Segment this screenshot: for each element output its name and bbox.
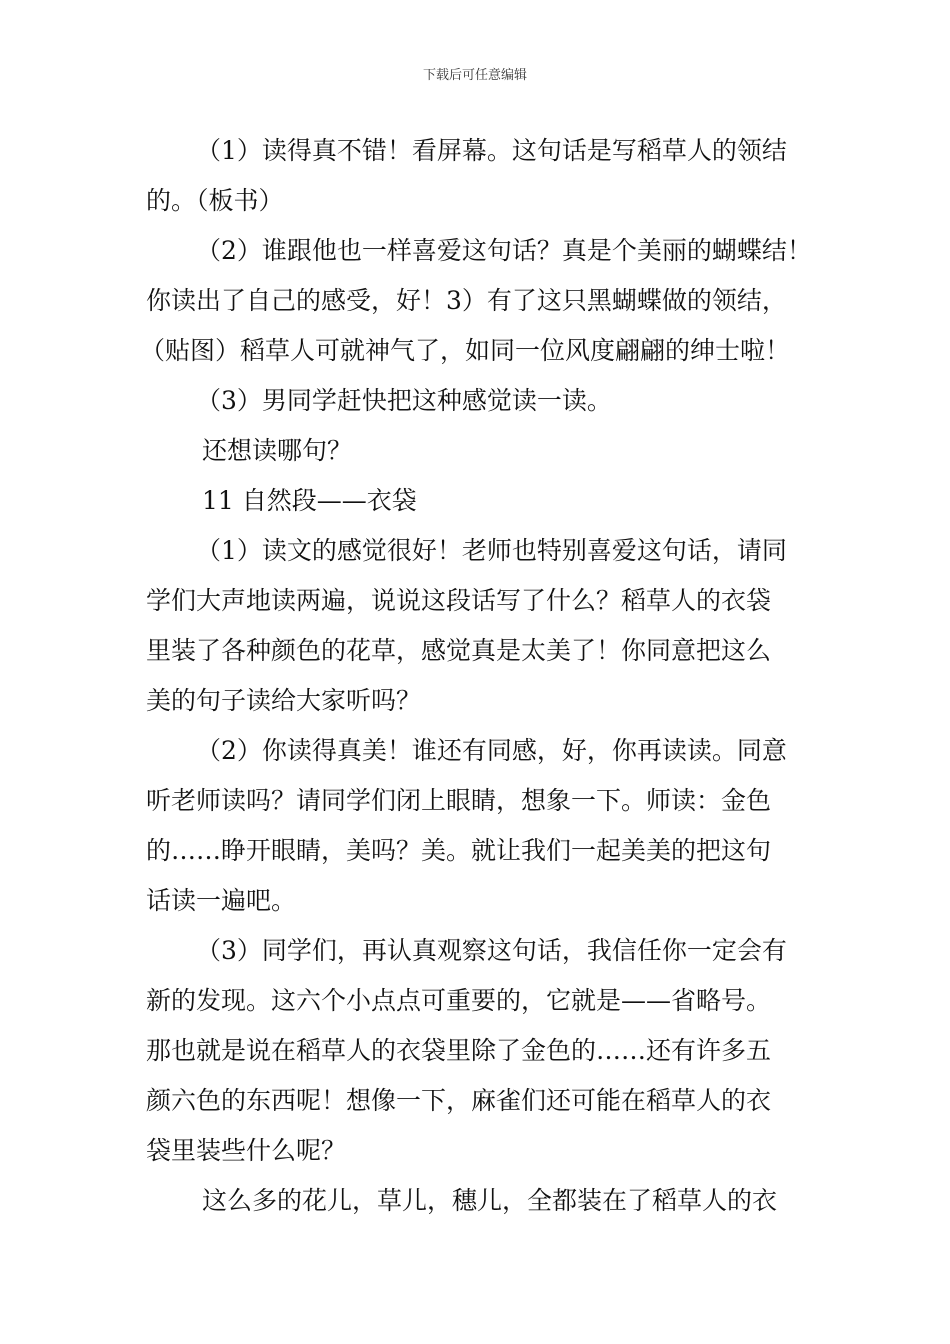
text-line: 新的发现。这六个小点点可重要的，它就是——省略号。 (146, 986, 772, 1015)
text-line: 这么多的花儿，草儿，穗儿，全都装在了稻草人的衣 (202, 1186, 778, 1215)
text-line: 的。（板书） (146, 186, 284, 215)
text-line: 里装了各种颜色的花草，感觉真是太美了！你同意把这么 (146, 636, 772, 665)
text-line: 袋里装些什么呢？ (146, 1136, 347, 1165)
text-line: 美的句子读给大家听吗？ (146, 686, 422, 715)
text-line: 听老师读吗？请同学们闭上眼睛，想象一下。师读：金色 (146, 786, 772, 815)
text-line: （贴图）稻草人可就神气了，如同一位风度翩翩的绅士啦！ (140, 336, 791, 365)
text-line: （3）同学们，再认真观察这句话，我信任你一定会有 (196, 936, 787, 965)
text-line: 那也就是说在稻草人的衣袋里除了金色的……还有许多五 (146, 1036, 772, 1065)
text-line: （2）谁跟他也一样喜爱这句话？真是个美丽的蝴蝶结！ (196, 236, 812, 265)
text-line: 颜六色的东西呢！想像一下，麻雀们还可能在稻草人的衣 (146, 1086, 772, 1115)
document-body (140, 126, 826, 1226)
text-line: 还想读哪句？ (202, 436, 353, 465)
text-line: （1）读文的感觉很好！老师也特别喜爱这句话，请同 (196, 536, 787, 565)
text-line: （3）男同学赶快把这种感觉读一读。 (196, 386, 612, 415)
text-line: 话读一遍吧。 (146, 886, 297, 915)
text-line: （1）读得真不错！看屏幕。这句话是写稻草人的领结 (196, 136, 787, 165)
text-line: 的……睁开眼睛，美吗？美。就让我们一起美美的把这句 (146, 836, 772, 865)
page-header: 下载后可任意编辑 (422, 68, 527, 83)
text-line: 你读出了自己的感受，好！3）有了这只黑蝴蝶做的领结， (146, 286, 787, 315)
text-line: 学们大声地读两遍，说说这段话写了什么？稻草人的衣袋 (146, 586, 772, 615)
text-line: （2）你读得真美！谁还有同感，好，你再读读。同意 (196, 736, 787, 765)
text-line: 11 自然段——衣袋 (202, 486, 417, 515)
